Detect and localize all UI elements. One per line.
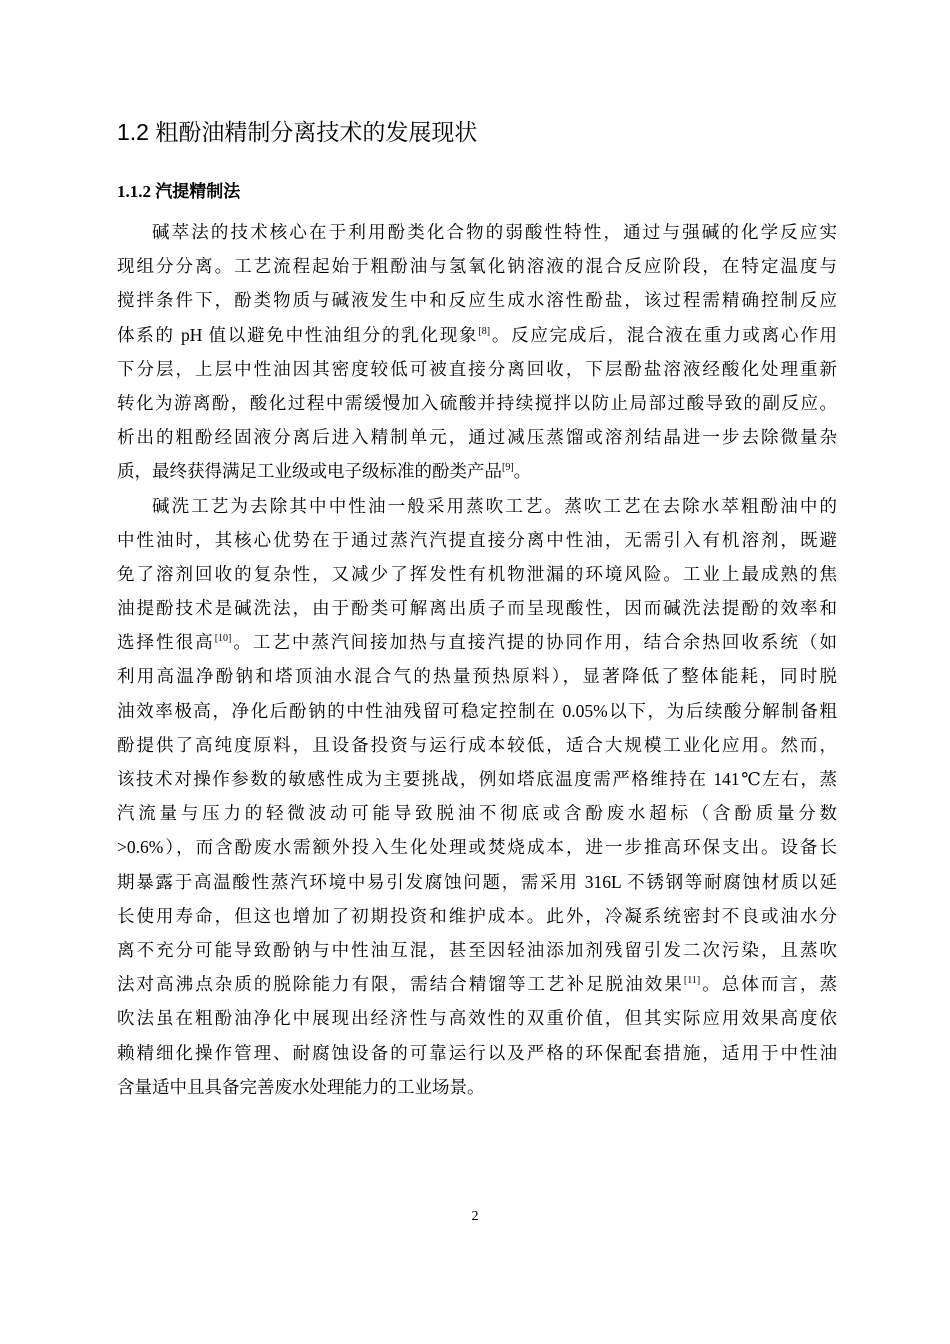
text-line: 碱洗工艺为去除其中中性油一般采用蒸吹工艺。蒸吹工艺在去除水萃粗酚油中的: [152, 495, 837, 516]
text-line: 含量适中且具备完善废水处理能力的工业场景。: [117, 1076, 485, 1097]
text-line: 析出的粗酚经固液分离后进入精制单元，通过减压蒸馏或溶剂结晶进一步去除微量杂: [117, 427, 837, 448]
text-segment: 。工艺中蒸汽间接加热与直接汽提的协同作用，结合余热回收系统（如: [231, 632, 838, 653]
text-line: 离不充分可能导致酚钠与中性油互混，甚至因轻油添加剂残留引发二次污染，且蒸吹: [117, 939, 837, 960]
citation-mark: [9]: [502, 462, 514, 474]
text-line: 长使用寿命，但这也增加了初期投资和维护成本。此外，冷凝系统密封不良或油水分: [117, 905, 837, 926]
text-line: 吹法虽在粗酚油净化中展现出经济性与高效性的双重价值，但其实际应用效果高度依: [117, 1008, 837, 1029]
text-line: 现组分分离。工艺流程起始于粗酚油与氢氧化钠溶液的混合反应阶段，在特定温度与: [117, 256, 837, 277]
text-line: 下分层，上层中性油因其密度较低可被直接分离回收，下层酚盐溶液经酸化处理重新: [117, 358, 837, 379]
paragraph-1: [117, 215, 837, 489]
text-segment: 法对高沸点杂质的脱除能力有限，需结合精馏等工艺补足脱油效果: [117, 974, 684, 995]
text-line: 中性油时，其核心优势在于通过蒸汽汽提直接分离中性油，无需引入有机溶剂，既避: [117, 529, 837, 550]
text-line: [117, 625, 837, 659]
text-line: 期暴露于高温酸性蒸汽环境中易引发腐蚀问题，需采用 316L 不锈钢等耐腐蚀材质以延: [117, 871, 837, 892]
text-segment: 。总体而言，蒸: [700, 974, 838, 995]
page-number: 2: [471, 1209, 479, 1224]
text-line: 碱萃法的技术核心在于利用酚类化合物的弱酸性特性，通过与强碱的化学反应实: [152, 222, 837, 242]
citation-mark: [10]: [214, 633, 232, 645]
text-line: 搅拌条件下，酚类物质与碱液发生中和反应生成水溶性酚盐，该过程需精确控制反应: [117, 290, 837, 311]
text-segment: 质，最终获得满足工业级或电子级标准的酚类产品: [117, 461, 502, 482]
text-line: 该技术对操作参数的敏感性成为主要挑战，例如塔底温度需严格维持在 141℃左右，蒸: [117, 769, 837, 789]
text-line: [117, 318, 837, 352]
text-segment: 。: [513, 461, 532, 482]
text-segment: 。反应完成后，混合液在重力或离心作用: [490, 324, 838, 345]
text-line: 利用高温净酚钠和塔顶油水混合气的热量预热原料），显著降低了整体能耗，同时脱: [117, 666, 837, 687]
subsection-title: 1.1.2 汽提精制法: [117, 182, 241, 201]
citation-mark: [11]: [683, 975, 701, 987]
section-title: 1.2 粗酚油精制分离技术的发展现状: [117, 119, 478, 145]
text-line: 赖精细化操作管理、耐腐蚀设备的可靠运行以及严格的环保配套措施，适用于中性油: [117, 1042, 837, 1063]
text-line: 汽流量与压力的轻微波动可能导致脱油不彻底或含酚废水超标（含酚质量分数: [117, 803, 837, 824]
paragraph-2: [117, 489, 837, 1104]
text-segment: 选择性很高: [117, 632, 215, 653]
citation-mark: [8]: [478, 325, 491, 337]
text-line: >0.6%），而含酚废水需额外投入生化处理或焚烧成本，进一步推高环保支出。设备长: [117, 837, 837, 858]
body-text: [117, 215, 837, 1104]
text-line: [117, 454, 837, 488]
text-line: 油效率极高，净化后酚钠的中性油残留可稳定控制在 0.05%以下，为后续酸分解制备粗: [117, 700, 837, 721]
text-line: 转化为游离酚，酸化过程中需缓慢加入硫酸并持续搅拌以防止局部过酸导致的副反应。: [117, 392, 837, 413]
text-segment: 体系的 pH 值以避免中性油组分的乳化现象: [117, 324, 479, 345]
text-line: 免了溶剂回收的复杂性，又减少了挥发性有机物泄漏的环境风险。工业上最成熟的焦: [117, 563, 837, 584]
text-line: [117, 967, 837, 1001]
text-line: 油提酚技术是碱洗法，由于酚类可解离出质子而呈现酸性，因而碱洗法提酚的效率和: [117, 598, 837, 619]
text-line: 酚提供了高纯度原料，且设备投资与运行成本较低，适合大规模工业化应用。然而，: [117, 734, 837, 755]
